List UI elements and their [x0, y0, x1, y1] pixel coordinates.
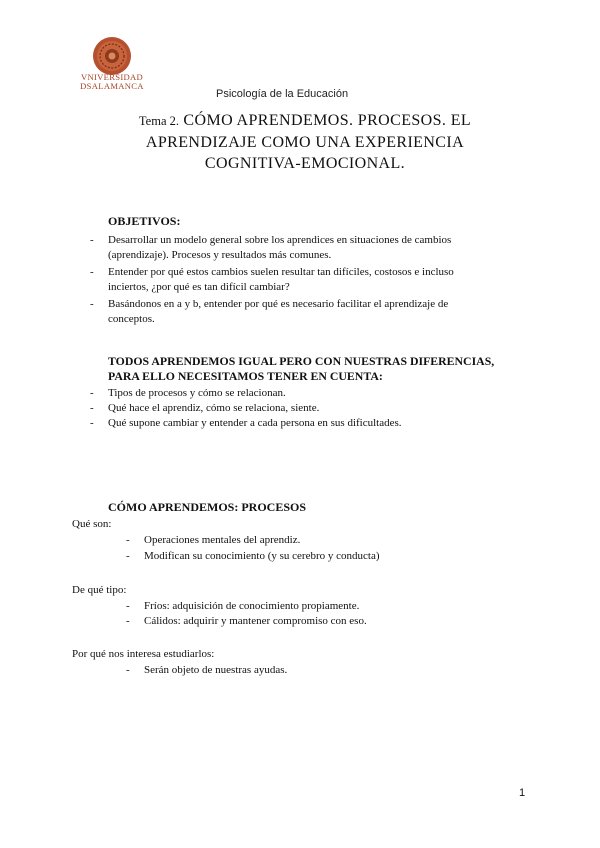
list-dash: -: [90, 417, 94, 429]
list-item-text: Tipos de procesos y cómo se relacionan.: [108, 387, 286, 399]
list-item-text: Modifican su conocimiento (y su cerebro y conducta): [144, 550, 380, 562]
list-dash: -: [126, 664, 130, 676]
list-item-line-1: Basándonos en a y b, entender por qué es necesario facilitar el aprendizaje de: [108, 298, 449, 310]
list-item-line-2: conceptos.: [108, 313, 155, 325]
logo-line-1: VNIVERSIDAD: [80, 72, 144, 82]
list-item-line-2: (aprendizaje). Procesos y resultados más comunes.: [108, 249, 332, 261]
university-seal-icon: [92, 36, 132, 76]
diferencias-heading-line-2: PARA ELLO NECESITAMOS TENER EN CUENTA:: [108, 369, 383, 383]
page-title: [110, 110, 500, 174]
list-dash: -: [90, 402, 94, 414]
list-dash: -: [126, 615, 130, 627]
title-line-3: COGNITIVA-EMOCIONAL.: [204, 155, 406, 172]
list-item-text: Fríos: adquisición de conocimiento propiamente.: [144, 600, 360, 612]
objetivos-heading: OBJETIVOS:: [108, 214, 181, 228]
list-dash: -: [126, 550, 130, 562]
list-item-text: Operaciones mentales del aprendiz.: [144, 534, 301, 546]
de-que-tipo-label: De qué tipo:: [72, 584, 127, 596]
page-number: 1: [519, 787, 526, 799]
list-item-line-1: Desarrollar un modelo general sobre los aprendices en situaciones de cambios: [108, 234, 452, 246]
list-item-text: Serán objeto de nuestras ayudas.: [144, 664, 288, 676]
title-line-2: APRENDIZAJE COMO UNA EXPERIENCIA: [145, 134, 465, 151]
list-dash: -: [126, 600, 130, 612]
list-dash: -: [90, 234, 94, 246]
que-son-label: Qué son:: [72, 518, 112, 530]
diferencias-heading-line-1: TODOS APRENDEMOS IGUAL PERO CON NUESTRAS DIFERENCIAS,: [108, 354, 495, 368]
logo-wordmark: [76, 73, 148, 91]
list-dash: -: [90, 298, 94, 310]
list-item-line-1: Entender por qué estos cambios suelen resultar tan difíciles, costosos e incluso: [108, 266, 454, 278]
course-name: Psicología de la Educación: [216, 88, 349, 100]
list-item-text: Qué supone cambiar y entender a cada persona en sus dificultades.: [108, 417, 402, 429]
por-que-label: Por qué nos interesa estudiarlos:: [72, 648, 215, 660]
title-line-1: CÓMO APRENDEMOS. PROCESOS. EL: [183, 112, 472, 129]
list-dash: -: [90, 266, 94, 278]
logo-line-2: DSALAMANCA: [80, 81, 144, 91]
list-item-text: Cálidos: adquirir y mantener compromiso con eso.: [144, 615, 367, 627]
list-dash: -: [126, 534, 130, 546]
list-item-text: Qué hace el aprendiz, cómo se relaciona, siente.: [108, 402, 320, 414]
list-item-line-2: inciertos, ¿por qué es tan difícil cambiar?: [108, 281, 290, 293]
procesos-heading: CÓMO APRENDEMOS: PROCESOS: [108, 500, 307, 514]
title-prefix: Tema 2.: [138, 114, 180, 128]
list-dash: -: [90, 387, 94, 399]
